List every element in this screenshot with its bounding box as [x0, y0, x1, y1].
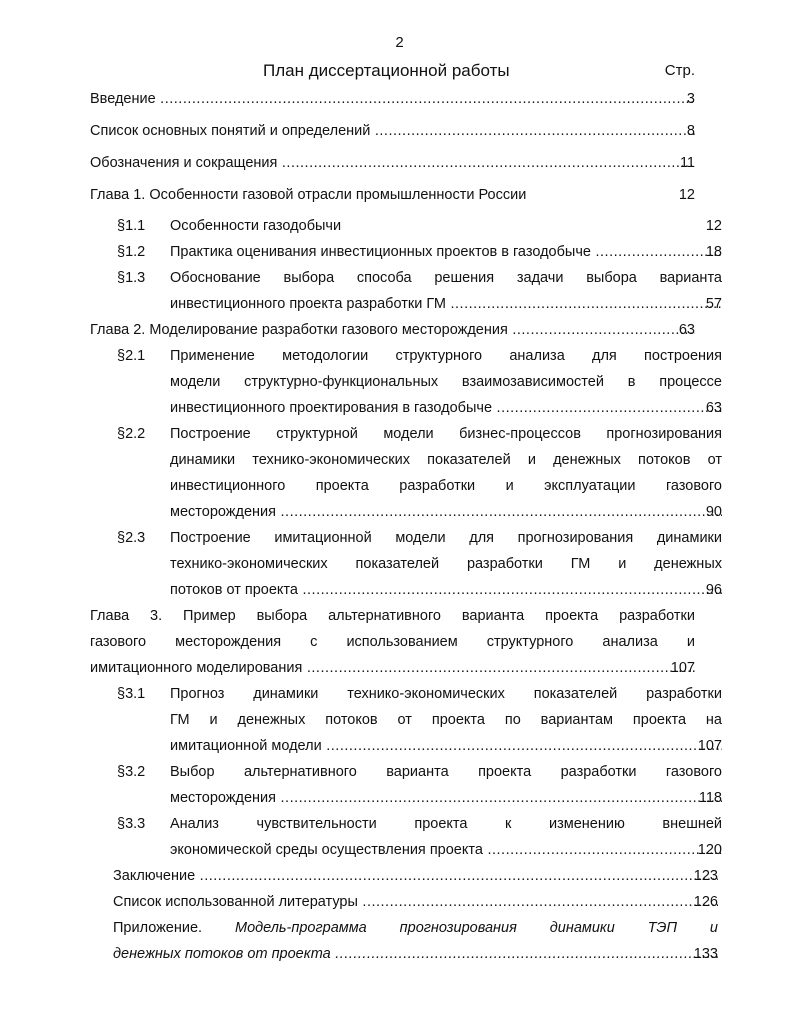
toc-entry-title-line: Прогноз динамики технико-экономических показателей разработки	[170, 686, 722, 702]
toc-entry-page: 8	[686, 123, 695, 139]
toc-entry-title-line: технико-экономических показателей разработки ГМ и денежных	[170, 556, 722, 572]
toc-entry-title-line: имитационной модели .....	[170, 738, 722, 754]
toc-entry-page: 107	[697, 738, 722, 754]
toc-entry-page: 118	[698, 790, 722, 806]
document-title: План диссертационной работы	[263, 61, 510, 80]
toc-entry-number: §2.2	[117, 426, 146, 442]
toc-entry-title-line: инвестиционного проектирования в газодобыче .....	[170, 400, 722, 416]
toc-entry-title: Заключение .....	[113, 868, 718, 884]
toc-entry-page: 133	[693, 946, 718, 962]
page-number: 2	[395, 34, 404, 51]
toc-entry-prefix: Приложение.	[113, 920, 203, 936]
toc-entry-page: 57	[705, 296, 722, 312]
toc-entry-chapter-2[interactable]	[90, 317, 695, 343]
toc-entry-title-line: месторождения .....	[170, 790, 722, 806]
toc-entry-page: 126	[693, 894, 718, 910]
toc-entry-page: 18	[705, 244, 722, 260]
toc-entry-title: Практика оценивания инвестиционных проектов в газодобыче .....	[170, 244, 722, 260]
toc-entry-title-line: инвестиционного проекта разработки и эксплуатации газового	[170, 478, 722, 494]
toc-entry-title-line: месторождения .....	[170, 504, 722, 520]
table-of-contents	[90, 86, 722, 967]
toc-entry-title-line: ГМ и денежных потоков от проекта по вариантам проекта на	[170, 712, 722, 728]
toc-entry-page: 123	[693, 868, 718, 884]
page-column-header: Стр.	[664, 62, 695, 79]
toc-entry-section-3-3[interactable]	[90, 811, 722, 863]
toc-entry-number: §3.3	[117, 816, 146, 832]
toc-entry-section-2-3[interactable]	[90, 525, 722, 603]
toc-entry-page: 11	[679, 155, 695, 171]
toc-entry-title-line: Применение методологии структурного анализа для построения	[170, 348, 722, 364]
toc-entry-title-line: Обоснование выбора способа решения задачи выбора варианта	[170, 270, 722, 286]
toc-entry-page: 3	[686, 91, 695, 107]
toc-entry-title-line: газового месторождения с использованием структурного анализа и	[90, 634, 695, 650]
toc-entry-title-line: потоков от проекта .....	[170, 582, 722, 598]
toc-entry-page: 90	[705, 504, 722, 520]
toc-entry-number: §3.1	[117, 686, 146, 702]
toc-entry-section-1-1[interactable]	[90, 213, 722, 239]
toc-entry-title-line: Глава 3. Пример выбора альтернативного варианта проекта разработки	[90, 608, 695, 624]
toc-entry-section-2-2[interactable]	[90, 421, 722, 525]
toc-entry-title: Список основных понятий и определений .....	[90, 123, 695, 139]
toc-entry-number: §3.2	[117, 764, 146, 780]
toc-entry-number: §2.1	[117, 348, 146, 364]
toc-entry-number: §1.1	[117, 218, 146, 234]
toc-entry-section-2-1[interactable]	[90, 343, 722, 421]
toc-entry-page: 96	[705, 582, 722, 598]
toc-entry-title-line: Выбор альтернативного варианта проекта разработки газового	[170, 764, 722, 780]
toc-entry-page: 120	[697, 842, 722, 858]
toc-entry-page: 107	[670, 660, 695, 676]
toc-entry-concepts[interactable]	[90, 118, 695, 144]
toc-entry-page: 12	[678, 187, 695, 203]
toc-entry-title-line: динамики технико-экономических показателей и денежных потоков от	[170, 452, 722, 468]
toc-entry-bibliography[interactable]	[90, 889, 718, 915]
toc-entry-section-3-2[interactable]	[90, 759, 722, 811]
toc-entry-title-line: инвестиционного проекта разработки ГМ .....	[170, 296, 722, 312]
toc-entry-section-1-2[interactable]	[90, 239, 722, 265]
toc-entry-title-line: Анализ чувствительности проекта к изменению внешней	[170, 816, 722, 832]
toc-entry-page: 63	[678, 322, 695, 338]
toc-entry-title: Глава 2. Моделирование разработки газового месторождения .....	[90, 322, 695, 338]
toc-entry-title: Глава 1. Особенности газовой отрасли промышленности России	[90, 187, 527, 203]
toc-entry-appendix[interactable]	[90, 915, 718, 967]
toc-entry-title-line: экономической среды осуществления проекта .....	[170, 842, 722, 858]
toc-entry-title-line: Построение имитационной модели для прогнозирования динамики	[170, 530, 722, 546]
toc-entry-chapter-1[interactable]	[90, 182, 695, 208]
toc-entry-section-1-3[interactable]	[90, 265, 722, 317]
toc-entry-title-line: денежных потоков от проекта .....	[113, 946, 718, 962]
toc-entry-title: Обозначения и сокращения .....	[90, 155, 695, 171]
toc-entry-title: Введение .....	[90, 91, 695, 107]
toc-entry-page: 12	[705, 218, 722, 234]
toc-entry-conclusion[interactable]	[90, 863, 718, 889]
toc-entry-title: Список использованной литературы .....	[113, 894, 718, 910]
toc-entry-number: §1.3	[117, 270, 146, 286]
toc-entry-title: Особенности газодобычи	[170, 218, 342, 234]
toc-entry-number: §1.2	[117, 244, 146, 260]
toc-entry-title-line: имитационного моделирования .....	[90, 660, 695, 676]
toc-entry-title-line: модели структурно-функциональных взаимозависимостей в процессе	[170, 374, 722, 390]
toc-entry-section-3-1[interactable]	[90, 681, 722, 759]
toc-entry-title-line: Построение структурной модели бизнес-процессов прогнозирования	[170, 426, 722, 442]
toc-entry-number: §2.3	[117, 530, 146, 546]
toc-entry-title-line: Модель-программа прогнозирования динамики ТЭП и	[235, 920, 718, 936]
toc-entry-abbreviations[interactable]	[90, 150, 695, 176]
toc-entry-introduction[interactable]	[90, 86, 695, 112]
toc-entry-page: 63	[705, 400, 722, 416]
toc-entry-chapter-3[interactable]	[90, 603, 695, 681]
